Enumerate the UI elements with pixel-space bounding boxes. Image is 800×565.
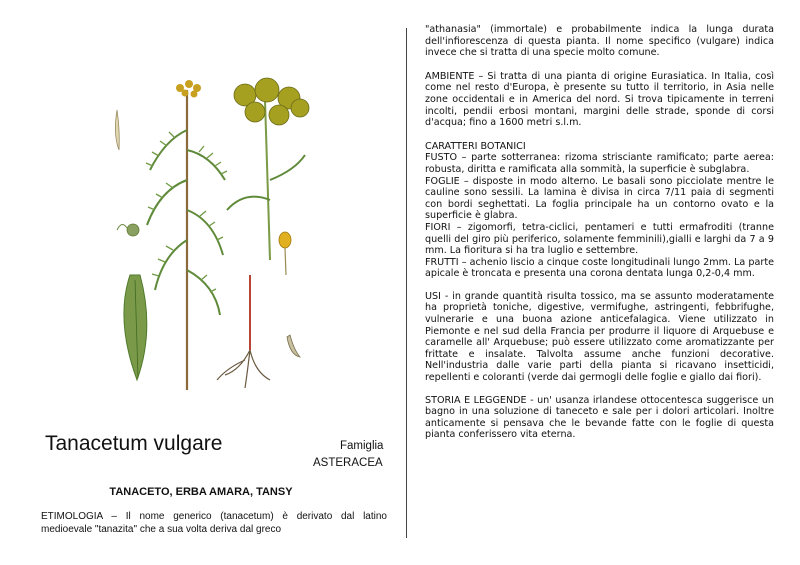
usi-paragraph: USI - in grande quantità risulta tossico, ma se assunto moderatamente ha proprietà toniche, digestive, vermifughe, astringenti, febbrifughe, vulnerarie e una buona azione anticefalagica. Viene utilizzato in Piemonte e nel sud della Francia per produrre il liquore di Arquebuse e caramelle all' Arquebuse; può essere utilizzato come aromatizzante per frittate e insalate. Talvolta assume anche funzioni decorative. Nell'industria dalle varie parti della pianta si ricavano insetticidi, repellenti e coloranti (verde dai germogli delle foglie e giallo dai fiori). <box>425 290 774 384</box>
frutti-paragraph: FRUTTI – achenio liscio a cinque coste longitudinali lungo 2mm. La parte apicale è troncata e presenta una corona dentata lunga 0,2-0,4 mm. <box>425 256 774 280</box>
fiori-paragraph: FIORI – zigomorfi, tetra-ciclici, pentameri e tutti ermafroditi (tranne quelli del giro più periferico, solamente femminili),gialli e larghi da 7 a 9 mm. La fioritura si ha tra luglio e settembre. <box>425 221 774 257</box>
family-label: Famiglia <box>340 440 384 452</box>
foglie-paragraph: FOGLIE – disposte in modo alterno. Le basali sono picciolate mentre le cauline sono sessili. La lamina è divisa in circa 7/11 paia di segmenti con bordi seghettati. La foglia principale ha un contorno ovato e la superficie è glabra. <box>425 175 774 222</box>
caratteri-heading: CARATTERI BOTANICI <box>425 140 526 152</box>
tansy-botanical-illustration <box>95 60 315 400</box>
fusto-paragraph: FUSTO – parte sotterranea: rizoma strisciante ramificato; parte aerea: robusta, diritta e ramificata alla sommità, la superficie è subglabra. <box>425 152 774 175</box>
storia-paragraph: STORIA E LEGGENDE - un' usanza irlandese ottocentesca suggerisce un bagno in una soluzione di taneceto e sale per i dolori articolari. Inoltre anticamente si pensava che le bevande fatte con le foglie di questa pianta conferissero vita eterna. <box>425 394 774 441</box>
etymology-text: ETIMOLOGIA – Il nome generico (tanacetum) è derivato dal latino medioevale "tanazita" che a sua volta deriva dal greco <box>41 511 387 535</box>
family-name: ASTERACEA <box>313 457 383 469</box>
species-title: Tanacetum vulgare <box>45 432 223 455</box>
column-divider <box>406 28 407 538</box>
etymology-continuation: "athanasia" (immortale) e probabilmente indica la lunga durata dell'infiorescenza di questa pianta. Il nome specifico (vulgare) indica invece che si tratta di una specie molto comune. <box>425 24 774 59</box>
common-names: TANACETO, ERBA AMARA, TANSY <box>109 486 293 498</box>
right-column <box>425 24 774 441</box>
ambiente-paragraph: AMBIENTE – Si tratta di una pianta di origine Eurasiatica. In Italia, così come nel resto d'Europa, è presente su tutto il territorio, in Asia nelle zone occidentali e in America del nord. Si trova tipicamente in terreni incolti, pendii erbosi montani, margini delle strade, sponde di corsi d'acqua; fino a 1600 metri s.l.m. <box>425 70 774 129</box>
